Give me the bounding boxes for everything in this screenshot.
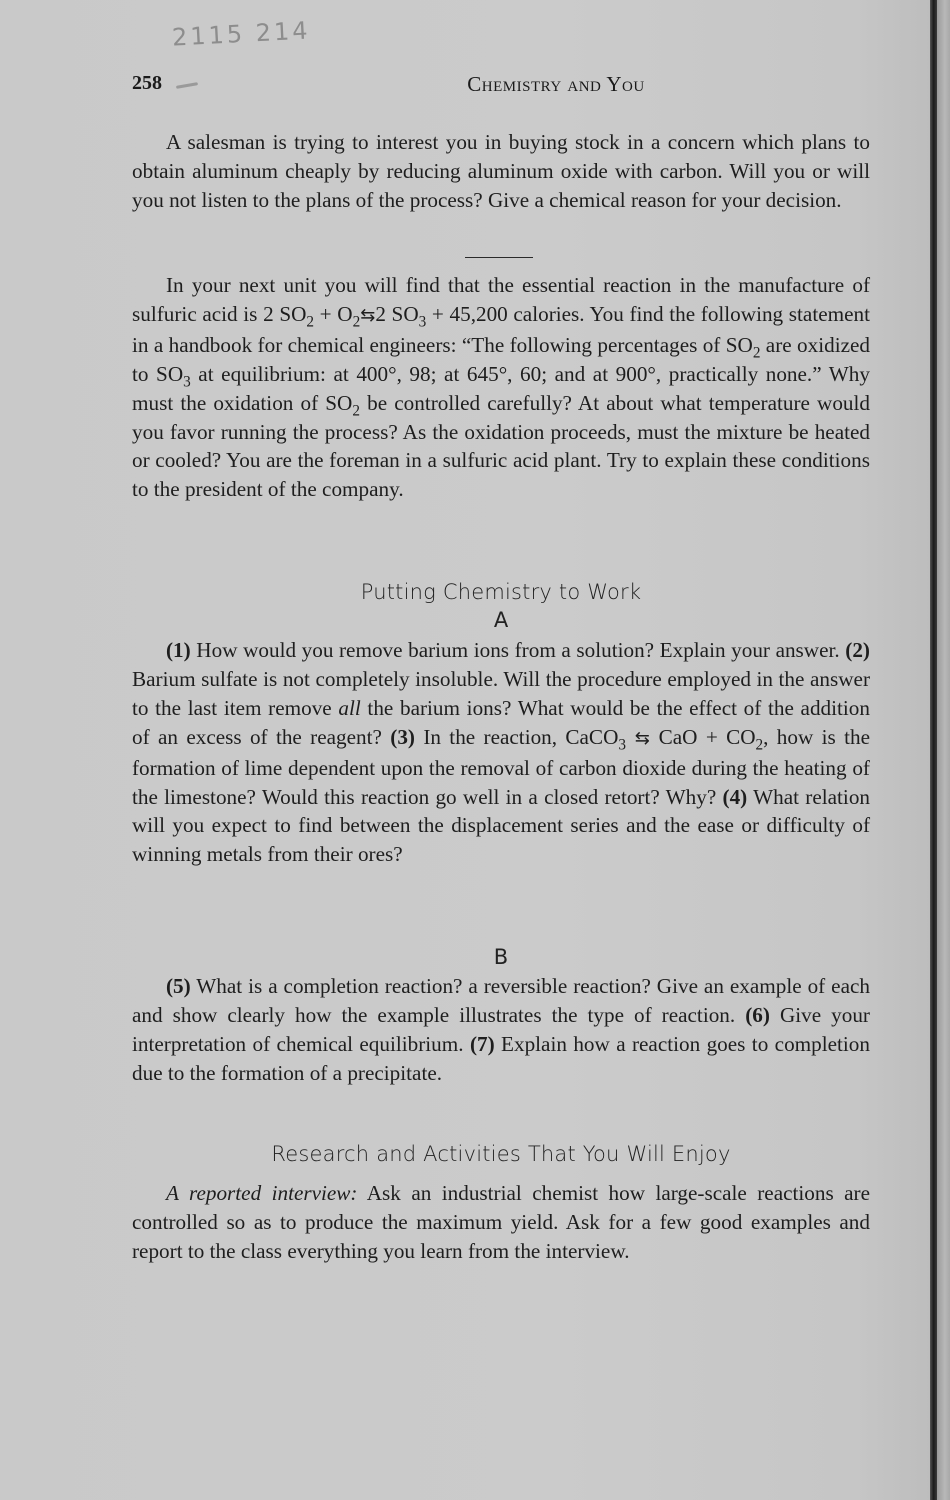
questions-part-b	[132, 972, 870, 1088]
page-header	[132, 70, 870, 100]
paragraph-sulfuric-acid	[132, 271, 870, 504]
section-title-research: Research and Activities That You Will Enjoy	[271, 1142, 731, 1166]
paragraph-salesman	[132, 128, 870, 215]
research-activity	[132, 1179, 870, 1266]
question-list: (1) How would you remove barium ions from a solution? Explain your answer. (2) Barium sulfate is not completely insoluble. Will the procedure employed in the answer to the last item remove all the barium ions? What would be the effect of the addition of an excess of the reagent? (3) In the reaction, CaCO$_3$ ⇆ CaO + $CO_2$, how is the formation of lime dependent upon the removal of carbon dioxide during the heating of the limestone? Would this reaction go well in a closed retort? Why? (4) What relation will you expect to find between the displacement series and the ease or difficulty of winning metals from their ores?	[132, 638, 871, 867]
page-number: 258	[132, 72, 162, 94]
equilibrium-arrow-icon: ⇆	[360, 304, 376, 326]
questions-part-a	[132, 636, 870, 869]
section-divider	[465, 257, 533, 258]
adjacent-page-edge	[937, 0, 950, 1500]
paragraph-text: In your next unit you will find that the essential reaction in the manufacture of sulfuric acid is 2 $SO_2$ + $O_2⇆2$ $SO_3 + 45,200$ calories. You find the following statement in a handbook for chemical engineers: “The following percentages of $SO_2$ are oxidized to $SO_3$ at equilibrium: at 400°, 98; at 645°, 60; and at 900°, practically none.” Why must the oxidation of $SO_2$ be controlled carefully? At about what temperature would you favor running the process? As the oxidation proceeds, must the mixture be heated or cooled? You are the foreman in a sulfuric acid plant. Try to explain these conditions to the president of the company.	[132, 273, 871, 502]
part-b-label: B	[493, 945, 509, 969]
part-a-label: A	[493, 608, 509, 632]
section-title-putting-chemistry: Putting Chemistry to Work	[360, 580, 642, 604]
equilibrium-arrow-icon: ⇆	[626, 727, 659, 749]
paragraph-text: A salesman is trying to interest you in buying stock in a concern which plans to obtain aluminum cheaply by reducing aluminum oxide with carbon. Will you or will you not listen to the plans of the process? Give a chemical reason for your decision.	[132, 130, 870, 212]
running-head: Chemistry and You	[467, 72, 645, 96]
chemical-equation: 2 $SO_2$ + $O_2⇆2$ $SO_3 + 45,200$ calories.	[263, 301, 585, 331]
question-list: (5) What is a completion reaction? a reversible reaction? Give an example of each and show clearly how the example illustrates the type of reaction. (6) Give your interpretation of chemical equilibrium. (7) Explain how a reaction goes to completion due to the formation of a precipitate.	[132, 974, 870, 1085]
activity-lead: A reported interview:	[166, 1181, 358, 1205]
activity-text: A reported interview: Ask an industrial chemist how large-scale reactions are controlled so as to produce the maximum yield. Ask for a few good examples and report to the class everything you learn from the interview.	[132, 1181, 870, 1263]
page-binding-edge	[930, 0, 937, 1500]
handwritten-note: 2115 214	[171, 16, 312, 52]
